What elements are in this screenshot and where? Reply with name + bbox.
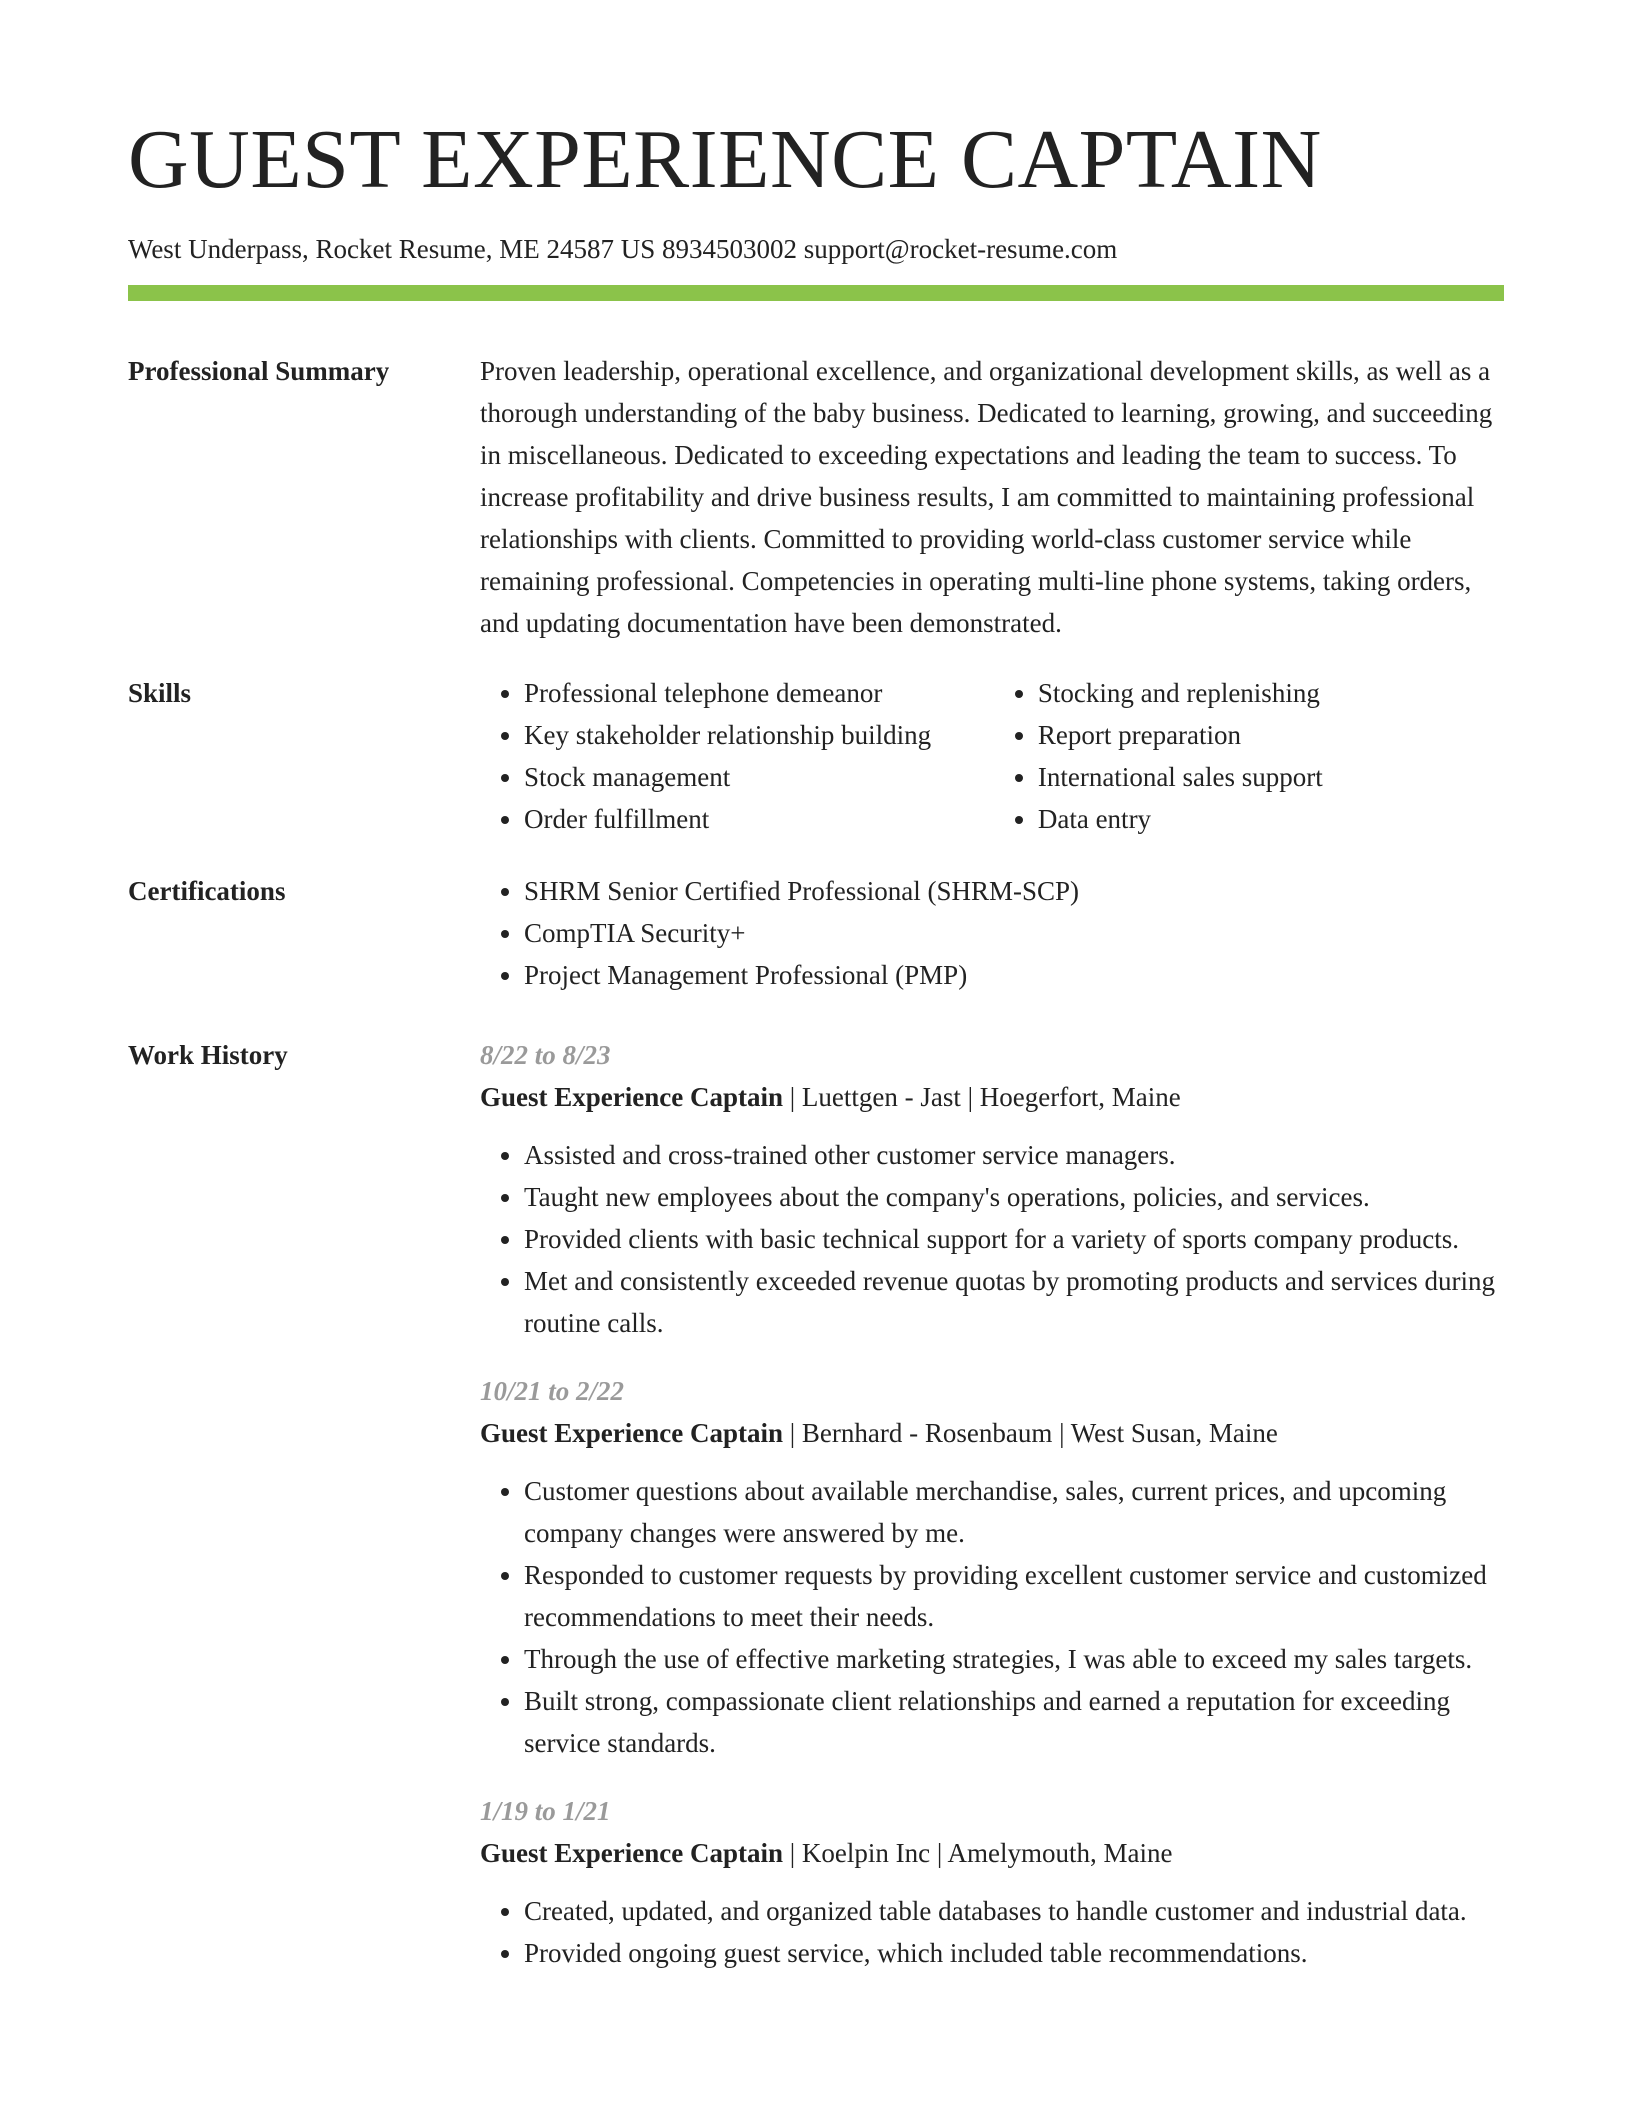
job-heading — [480, 1832, 1504, 1874]
skills-heading: Skills — [128, 678, 192, 708]
skill-item: • Order fulfillment — [524, 798, 994, 840]
job-bullets — [480, 1890, 1504, 1974]
job-bullets — [480, 1134, 1504, 1344]
job-bullet: • Met and consistently exceeded revenue quotas by promoting products and services during routine calls. — [524, 1260, 1504, 1344]
resume-name: GUEST EXPERIENCE CAPTAIN — [128, 113, 1322, 206]
job-entry — [480, 1034, 1504, 1344]
job-bullet: • Provided clients with basic technical support for a variety of sports company products. — [524, 1218, 1504, 1260]
job-heading — [480, 1412, 1504, 1454]
certification-item: • Project Management Professional (PMP) — [524, 954, 1504, 996]
job-bullet: • Assisted and cross-trained other customer service managers. — [524, 1134, 1504, 1176]
work-history-body — [480, 1034, 1504, 2000]
contact-line: West Underpass, Rocket Resume, ME 24587 US 8934503002 support@rocket-resume.com — [128, 234, 1118, 264]
skill-item: • Professional telephone demeanor — [524, 672, 994, 714]
job-bullet: • Provided ongoing guest service, which included table recommendations. — [524, 1932, 1504, 1974]
skill-item: • Stocking and replenishing — [1038, 672, 1504, 714]
header-divider — [128, 285, 1504, 301]
job-details: | Luettgen - Jast | Hoegerfort, Maine — [783, 1082, 1181, 1112]
skills-list-left — [480, 672, 994, 840]
skill-item: • Stock management — [524, 756, 994, 798]
job-bullet: • Built strong, compassionate client relationships and earned a reputation for exceeding service standards. — [524, 1680, 1504, 1764]
job-entry — [480, 1370, 1504, 1764]
job-bullet: • Responded to customer requests by providing excellent customer service and customized recommendations to meet their needs. — [524, 1554, 1504, 1638]
skill-item: • International sales support — [1038, 756, 1504, 798]
certifications-heading: Certifications — [128, 876, 286, 906]
job-bullet: • Created, updated, and organized table databases to handle customer and industrial data. — [524, 1890, 1504, 1932]
job-dates: 10/21 to 2/22 — [480, 1376, 625, 1406]
job-dates: 8/22 to 8/23 — [480, 1040, 611, 1070]
job-bullets — [480, 1470, 1504, 1764]
job-bullet: • Customer questions about available merchandise, sales, current prices, and upcoming company changes were answered by me. — [524, 1470, 1504, 1554]
job-entry — [480, 1790, 1504, 1974]
job-bullet: • Taught new employees about the company's operations, policies, and services. — [524, 1176, 1504, 1218]
job-heading — [480, 1076, 1504, 1118]
certifications-list — [480, 870, 1504, 996]
certifications-body — [480, 870, 1504, 996]
work-history-heading: Work History — [128, 1040, 288, 1070]
job-title: Guest Experience Captain — [480, 1418, 783, 1448]
summary-heading: Professional Summary — [128, 356, 390, 386]
skill-item: • Key stakeholder relationship building — [524, 714, 994, 756]
skills-list-right — [994, 672, 1504, 840]
job-dates: 1/19 to 1/21 — [480, 1796, 611, 1826]
skill-item: • Data entry — [1038, 798, 1504, 840]
job-title: Guest Experience Captain — [480, 1838, 783, 1868]
skill-item: • Report preparation — [1038, 714, 1504, 756]
job-title: Guest Experience Captain — [480, 1082, 783, 1112]
certification-item: • SHRM Senior Certified Professional (SHRM-SCP) — [524, 870, 1504, 912]
job-bullet: • Through the use of effective marketing strategies, I was able to exceed my sales targets. — [524, 1638, 1504, 1680]
skills-body — [480, 672, 1504, 840]
job-details: | Koelpin Inc | Amelymouth, Maine — [783, 1838, 1173, 1868]
summary-text: Proven leadership, operational excellence, and organizational development skills, as well as a thorough understanding of the baby business. Dedicated to learning, growing, and succeeding in miscellaneous. Dedicated to exceeding expectations and leading the team to success. To increase profitability and drive business results, I am committed to maintaining professional relationships with clients. Committed to providing world-class customer service while remaining professional. Competencies in operating multi-line phone systems, taking orders, and updating documentation have been demonstrated. — [480, 356, 1493, 638]
certification-item: • CompTIA Security+ — [524, 912, 1504, 954]
job-details: | Bernhard - Rosenbaum | West Susan, Maine — [783, 1418, 1278, 1448]
summary-body — [480, 350, 1504, 644]
